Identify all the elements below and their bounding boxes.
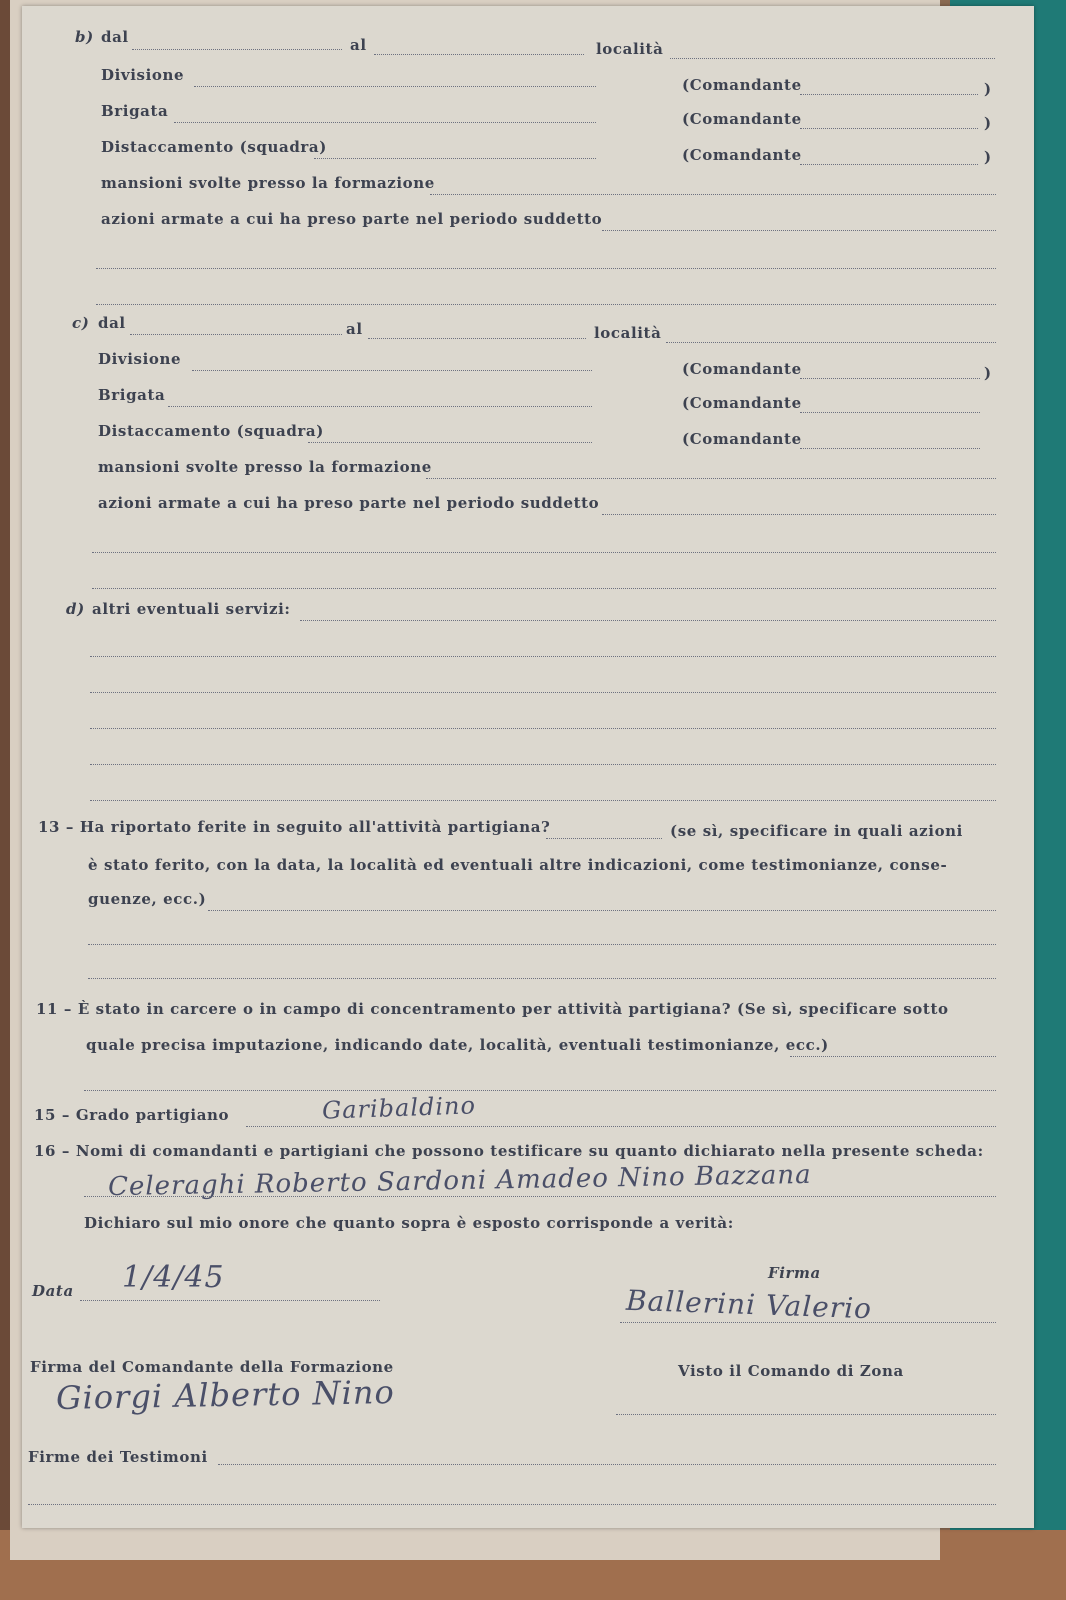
- q15-label: 15 – Grado partigiano: [34, 1106, 230, 1124]
- q14-details-line-2[interactable]: [84, 1090, 996, 1091]
- comandante-handwritten-signature: Giorgi Alberto Nino: [55, 1373, 396, 1417]
- paren-close: ): [984, 80, 992, 98]
- section-c-localita-label: località: [594, 324, 662, 342]
- section-b-al-label: al: [350, 36, 367, 54]
- q13-details-line-2[interactable]: [88, 944, 996, 945]
- q13-line-3: guenze, ecc.): [88, 890, 207, 908]
- section-d-line-5[interactable]: [90, 764, 996, 765]
- firma-handwritten-signature: Ballerini Valerio: [625, 1283, 873, 1326]
- section-c-comandante-1-field[interactable]: [800, 378, 980, 379]
- q13-details-field[interactable]: [208, 910, 996, 911]
- visto-field[interactable]: [616, 1414, 996, 1415]
- section-c-divisione-label: Divisione: [98, 350, 182, 368]
- section-d-label: altri eventuali servizi:: [92, 600, 291, 618]
- comandante-label: Firma del Comandante della Formazione: [30, 1358, 394, 1376]
- section-d-letter: d): [66, 600, 85, 618]
- q14-line-1: 11 – È stato in carcere o in campo di concentramento per attività partigiana? (Se sì, specificare sotto: [36, 1000, 949, 1018]
- section-b-comandante-3-field[interactable]: [800, 164, 978, 165]
- section-c-divisione-field[interactable]: [192, 370, 592, 371]
- section-c-azioni-line-2[interactable]: [92, 552, 996, 553]
- section-c-dal-label: dal: [98, 314, 126, 332]
- section-c-letter: c): [72, 314, 90, 332]
- section-b-dal-label: dal: [101, 28, 129, 46]
- q13-details-line-3[interactable]: [88, 978, 996, 979]
- section-c-distaccamento-label: Distaccamento (squadra): [98, 422, 324, 440]
- section-d-line-2[interactable]: [90, 656, 996, 657]
- testimoni-field[interactable]: [218, 1464, 996, 1465]
- section-c-mansioni-label: mansioni svolte presso la formazione: [98, 458, 432, 476]
- section-b-comandante-1: (Comandante: [682, 76, 802, 94]
- q13-line-1b: (se sì, specificare in quali azioni: [670, 822, 963, 840]
- section-b-localita-label: località: [596, 40, 664, 58]
- section-b-azioni-label: azioni armate a cui ha preso parte nel periodo suddetto: [101, 210, 603, 228]
- form-sheet: [22, 6, 1034, 1528]
- section-b-comandante-2: (Comandante: [682, 110, 802, 128]
- section-b-mansioni-label: mansioni svolte presso la formazione: [101, 174, 435, 192]
- q14-line-2: quale precisa imputazione, indicando date, località, eventuali testimonianze, ecc.): [86, 1036, 829, 1054]
- section-b-brigata-field[interactable]: [174, 122, 596, 123]
- section-b-brigata-label: Brigata: [101, 102, 169, 120]
- section-c-al-field[interactable]: [368, 338, 586, 339]
- section-b-mansioni-field[interactable]: [430, 194, 996, 195]
- q15-field[interactable]: [246, 1126, 996, 1127]
- paren-close: ): [984, 114, 992, 132]
- section-b-azioni-field[interactable]: [602, 230, 996, 231]
- section-c-al-label: al: [346, 320, 363, 338]
- section-c-distaccamento-field[interactable]: [308, 442, 592, 443]
- section-c-brigata-label: Brigata: [98, 386, 166, 404]
- section-c-comandante-1: (Comandante: [682, 360, 802, 378]
- section-b-al-field[interactable]: [374, 54, 584, 55]
- testimoni-line-2[interactable]: [28, 1504, 996, 1505]
- section-b-divisione-field[interactable]: [194, 86, 596, 87]
- section-d-line-6[interactable]: [90, 800, 996, 801]
- paren-close: ): [984, 148, 992, 166]
- q13-answer-field[interactable]: [546, 838, 662, 839]
- section-b-dal-field[interactable]: [132, 49, 342, 50]
- section-b-localita-field[interactable]: [670, 58, 995, 59]
- declaration-text: Dichiaro sul mio onore che quanto sopra è esposto corrisponde a verità:: [84, 1214, 734, 1232]
- section-c-comandante-3-field[interactable]: [800, 448, 980, 449]
- data-handwritten-value: 1/4/45: [122, 1260, 225, 1295]
- section-b-azioni-line-3[interactable]: [96, 304, 996, 305]
- section-c-azioni-label: azioni armate a cui ha preso parte nel periodo suddetto: [98, 494, 600, 512]
- section-c-comandante-2: (Comandante: [682, 394, 802, 412]
- section-d-line-3[interactable]: [90, 692, 996, 693]
- data-label: Data: [32, 1282, 74, 1300]
- section-c-azioni-field[interactable]: [602, 514, 996, 515]
- section-b-azioni-line-2[interactable]: [96, 268, 996, 269]
- section-b-letter: b): [75, 28, 94, 46]
- data-field[interactable]: [80, 1300, 380, 1301]
- q16-label: 16 – Nomi di comandanti e partigiani che possono testificare su quanto dichiarato nella presente scheda:: [34, 1142, 984, 1160]
- section-b-comandante-3: (Comandante: [682, 146, 802, 164]
- section-d-line-4[interactable]: [90, 728, 996, 729]
- q16-handwritten-value: Celeraghi Roberto Sardoni Amadeo Nino Bazzana: [107, 1159, 812, 1203]
- section-c-comandante-3: (Comandante: [682, 430, 802, 448]
- section-b-comandante-2-field[interactable]: [800, 128, 978, 129]
- q13-line-1: 13 – Ha riportato ferite in seguito all'attività partigiana?: [38, 818, 551, 836]
- q15-handwritten-value: Garibaldino: [321, 1091, 477, 1125]
- paren-close: ): [984, 364, 992, 382]
- section-c-localita-field[interactable]: [666, 342, 996, 343]
- section-d-field[interactable]: [300, 620, 996, 621]
- section-c-mansioni-field[interactable]: [426, 478, 996, 479]
- section-b-distaccamento-label: Distaccamento (squadra): [101, 138, 327, 156]
- section-c-azioni-line-3[interactable]: [92, 588, 996, 589]
- q14-details-field[interactable]: [790, 1056, 996, 1057]
- firma-label: Firma: [768, 1264, 821, 1282]
- q13-line-2: è stato ferito, con la data, la località ed eventuali altre indicazioni, come testimonianze, conse-: [88, 856, 948, 874]
- section-c-dal-field[interactable]: [130, 334, 342, 335]
- section-b-divisione-label: Divisione: [101, 66, 185, 84]
- section-c-comandante-2-field[interactable]: [800, 412, 980, 413]
- testimoni-label: Firme dei Testimoni: [28, 1448, 208, 1466]
- section-c-brigata-field[interactable]: [168, 406, 592, 407]
- section-b-distaccamento-field[interactable]: [314, 158, 596, 159]
- visto-label: Visto il Comando di Zona: [678, 1362, 904, 1380]
- section-b-comandante-1-field[interactable]: [800, 94, 978, 95]
